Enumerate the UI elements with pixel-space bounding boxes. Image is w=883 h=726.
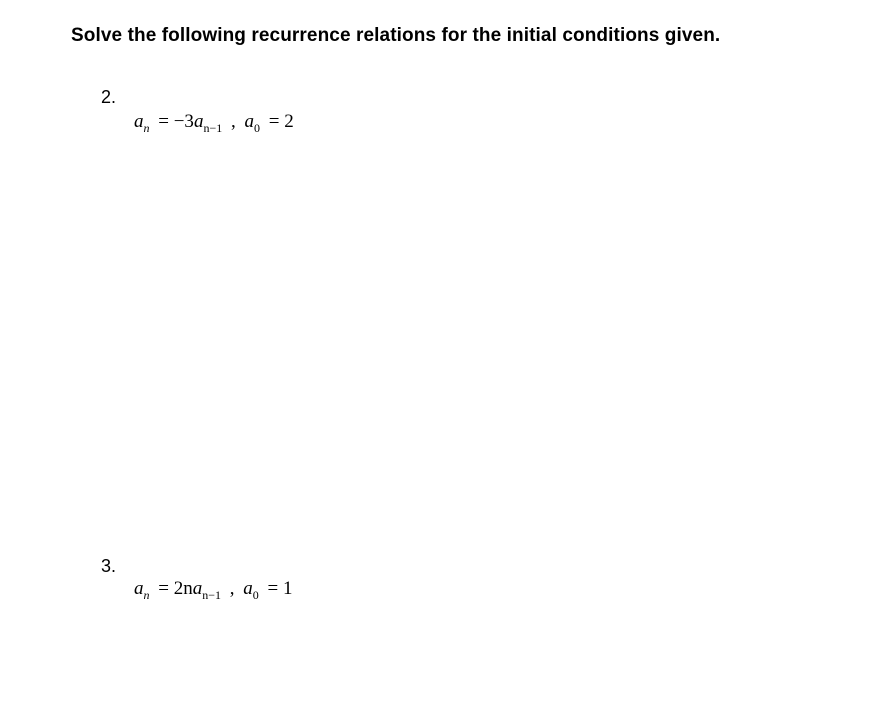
rhs-variable: a bbox=[192, 578, 203, 599]
recurrence-equation bbox=[134, 578, 292, 600]
rhs-coefficient: −3 bbox=[173, 111, 194, 132]
rhs-subscript: n−1 bbox=[203, 121, 223, 135]
initial-value: 2 bbox=[284, 111, 294, 132]
rhs-coefficient: 2n bbox=[173, 578, 193, 599]
rhs-subscript: n−1 bbox=[202, 588, 221, 602]
initial-variable: a bbox=[243, 578, 253, 599]
rhs-variable: a bbox=[193, 111, 204, 132]
initial-equals-sign: = bbox=[268, 111, 280, 132]
initial-variable: a bbox=[244, 111, 254, 132]
problem-number: 2. bbox=[101, 87, 117, 107]
initial-subscript: 0 bbox=[252, 588, 259, 602]
recurrence-equation bbox=[134, 111, 294, 133]
initial-subscript: 0 bbox=[253, 121, 260, 135]
separator: , bbox=[229, 578, 235, 599]
lhs-variable: a bbox=[134, 578, 144, 599]
instructions-heading: Solve the following recurrence relations for the initial conditions given. bbox=[71, 25, 721, 46]
problem-number: 3. bbox=[101, 556, 117, 576]
equals-sign: = bbox=[158, 578, 169, 599]
lhs-subscript: n bbox=[143, 588, 150, 602]
separator: , bbox=[230, 111, 236, 132]
equals-sign: = bbox=[158, 111, 169, 132]
lhs-variable: a bbox=[134, 111, 144, 132]
initial-equals-sign: = bbox=[267, 578, 279, 599]
lhs-subscript: n bbox=[143, 121, 150, 135]
initial-value: 1 bbox=[282, 578, 293, 599]
